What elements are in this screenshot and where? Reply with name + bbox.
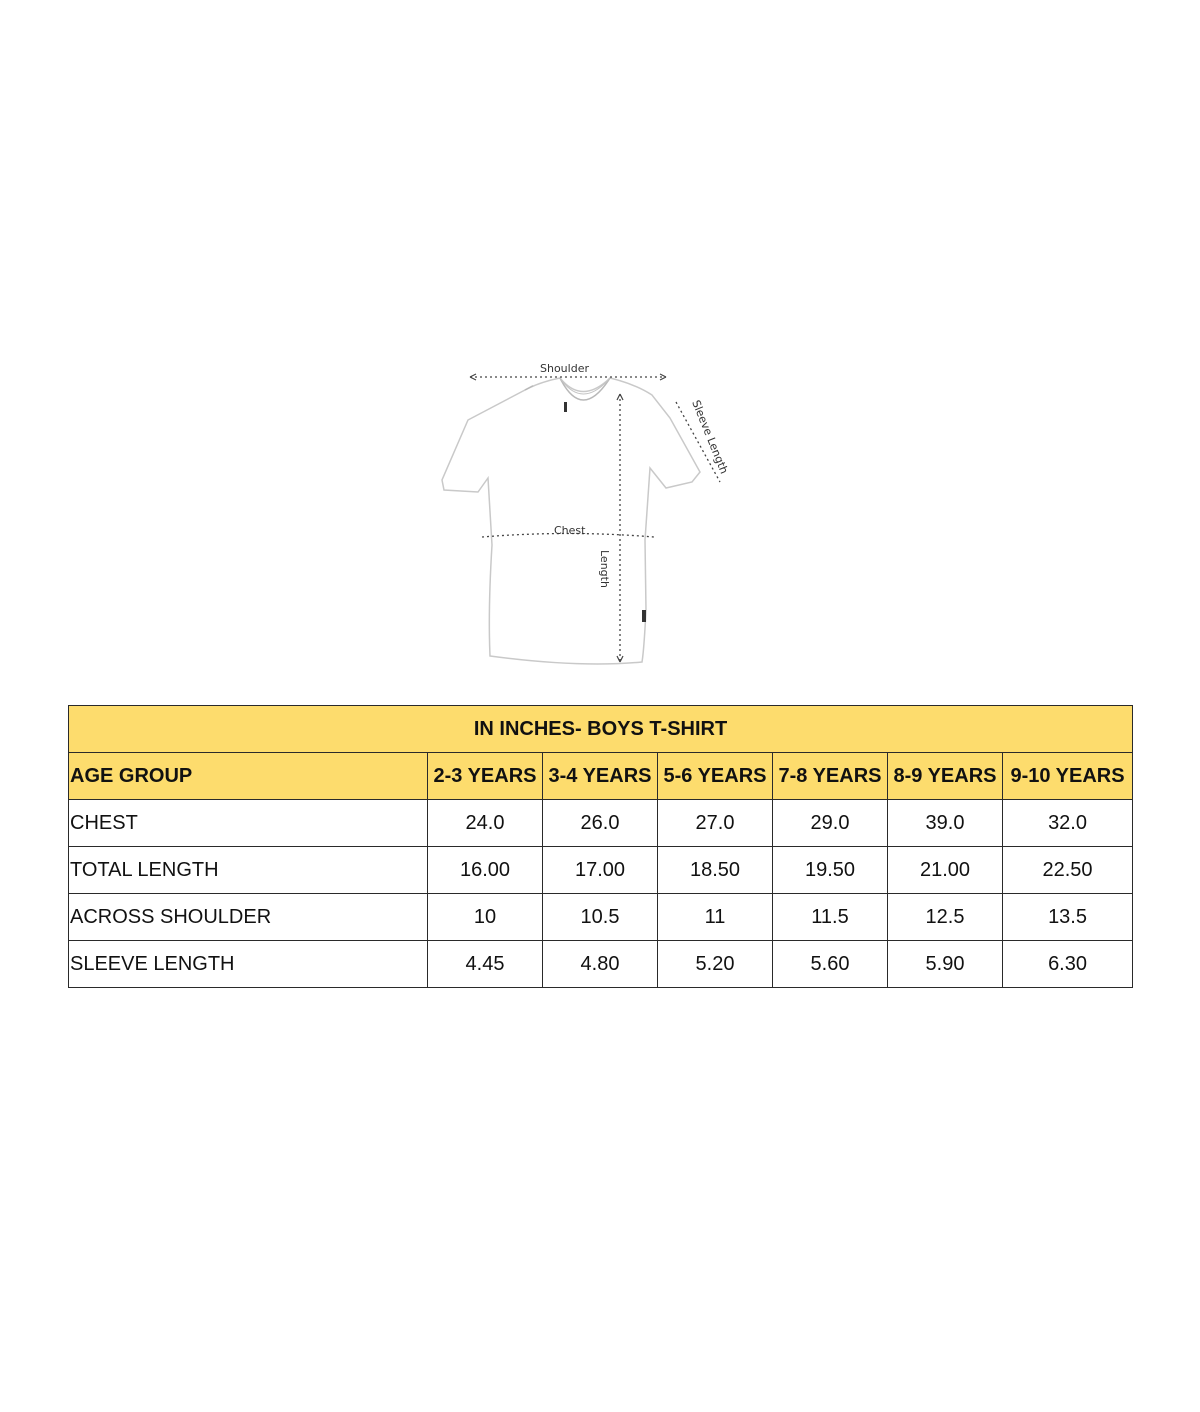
column-header: 7-8 YEARS: [773, 753, 888, 800]
column-header: 8-9 YEARS: [888, 753, 1003, 800]
column-header: 2-3 YEARS: [428, 753, 543, 800]
row-label: TOTAL LENGTH: [69, 847, 428, 894]
row-label: ACROSS SHOULDER: [69, 894, 428, 941]
table-cell: 5.20: [658, 941, 773, 988]
table-row: [69, 941, 1133, 988]
table-cell: 10: [428, 894, 543, 941]
table-cell: 27.0: [658, 800, 773, 847]
table-cell: 29.0: [773, 800, 888, 847]
row-label: CHEST: [69, 800, 428, 847]
table-cell: 16.00: [428, 847, 543, 894]
table-cell: 10.5: [543, 894, 658, 941]
tshirt-outline-illustration: [430, 350, 750, 680]
table-cell: 19.50: [773, 847, 888, 894]
table-row: [69, 894, 1133, 941]
table-cell: 5.60: [773, 941, 888, 988]
side-tag: [642, 610, 646, 622]
table-cell: 22.50: [1003, 847, 1133, 894]
column-header: 9-10 YEARS: [1003, 753, 1133, 800]
shoulder-label: Shoulder: [540, 362, 589, 375]
table-title: IN INCHES- BOYS T-SHIRT: [69, 706, 1133, 753]
sleeve-length-label: Sleeve Length: [689, 398, 731, 476]
table-cell: 12.5: [888, 894, 1003, 941]
column-header: 3-4 YEARS: [543, 753, 658, 800]
age-group-header: AGE GROUP: [69, 753, 428, 800]
table-header-row: [69, 753, 1133, 800]
table-cell: 21.00: [888, 847, 1003, 894]
table-cell: 18.50: [658, 847, 773, 894]
size-chart-table: [68, 705, 1133, 988]
tshirt-body-outline: [442, 378, 700, 664]
row-label: SLEEVE LENGTH: [69, 941, 428, 988]
table-row: [69, 800, 1133, 847]
table-cell: 39.0: [888, 800, 1003, 847]
column-header: 5-6 YEARS: [658, 753, 773, 800]
table-cell: 13.5: [1003, 894, 1133, 941]
table-cell: 24.0: [428, 800, 543, 847]
table-cell: 11.5: [773, 894, 888, 941]
table-cell: 6.30: [1003, 941, 1133, 988]
chest-label: Chest: [554, 524, 586, 537]
neck-tag: [564, 402, 567, 412]
table-row: [69, 847, 1133, 894]
table-cell: 26.0: [543, 800, 658, 847]
length-label: Length: [598, 550, 611, 588]
table-cell: 4.80: [543, 941, 658, 988]
tshirt-measurement-diagram: [430, 350, 750, 680]
table-title-row: [69, 706, 1133, 753]
table-cell: 5.90: [888, 941, 1003, 988]
table-cell: 32.0: [1003, 800, 1133, 847]
table-cell: 17.00: [543, 847, 658, 894]
table-cell: 4.45: [428, 941, 543, 988]
table-cell: 11: [658, 894, 773, 941]
